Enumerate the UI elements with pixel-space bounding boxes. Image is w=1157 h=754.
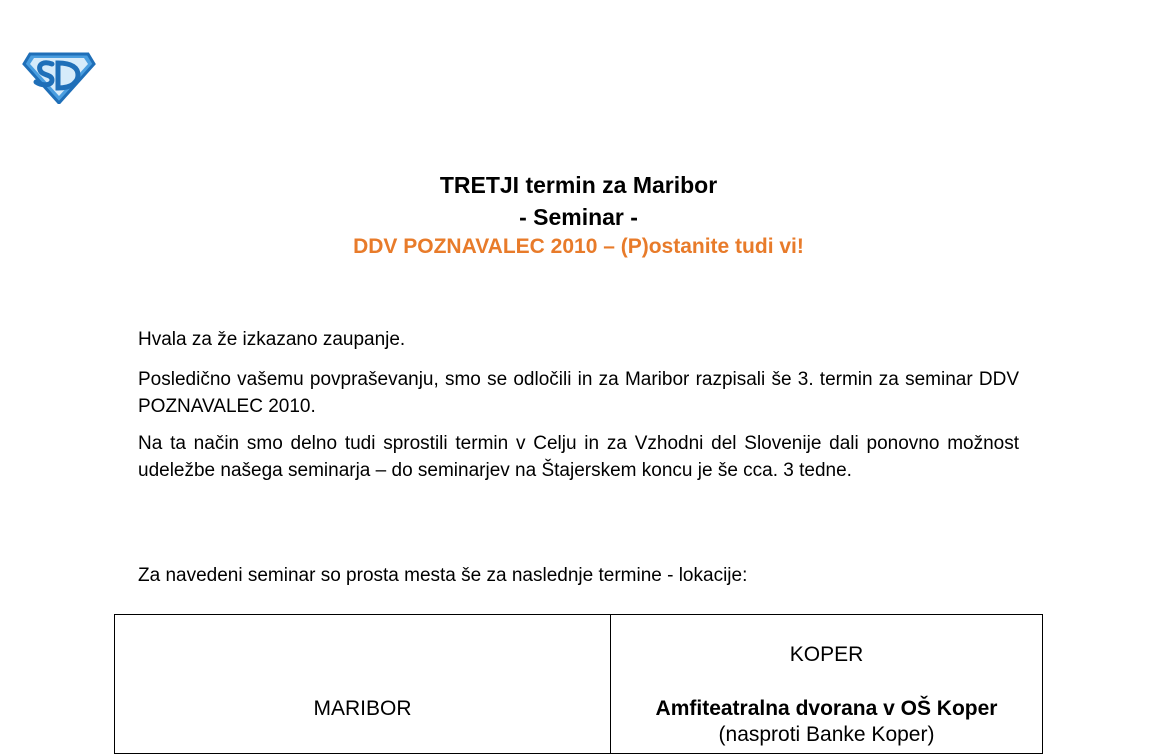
location-note: (nasproti Banke Koper) bbox=[718, 723, 935, 746]
location-city: MARIBOR bbox=[313, 697, 412, 720]
paragraph-details: Na ta način smo delno tudi sprostili termin v Celju in za Vzhodni del Slovenije dali ponovno možnost udeležbe našega seminarja – do seminarjev na Štajerskem koncu je še cca. 3 tedne. bbox=[138, 433, 1019, 481]
location-city: KOPER bbox=[789, 643, 864, 666]
paragraph-locations-intro: Za navedeni seminar so prosta mesta še za naslednje termine - lokacije: bbox=[138, 565, 748, 586]
seminar-name: DDV POZNAVALEC 2010 – (P)ostanite tudi vi! bbox=[353, 235, 804, 258]
page-subtitle: - Seminar - bbox=[519, 204, 638, 230]
paragraph-announcement: Posledično vašemu povpraševanju, smo se odločili in za Maribor razpisali še 3. termin za seminar DDV POZNAVALEC 2010. bbox=[138, 369, 1019, 417]
location-venue: Amfiteatralna dvorana v OŠ Koper bbox=[655, 697, 998, 720]
locations-table bbox=[114, 614, 1043, 754]
page-title: TRETJI termin za Maribor bbox=[439, 172, 718, 198]
sd-shield-logo-icon bbox=[22, 48, 96, 104]
paragraph-thanks: Hvala za že izkazano zaupanje. bbox=[138, 329, 406, 350]
location-cell-maribor bbox=[115, 615, 611, 753]
location-cell-koper bbox=[611, 615, 1042, 753]
